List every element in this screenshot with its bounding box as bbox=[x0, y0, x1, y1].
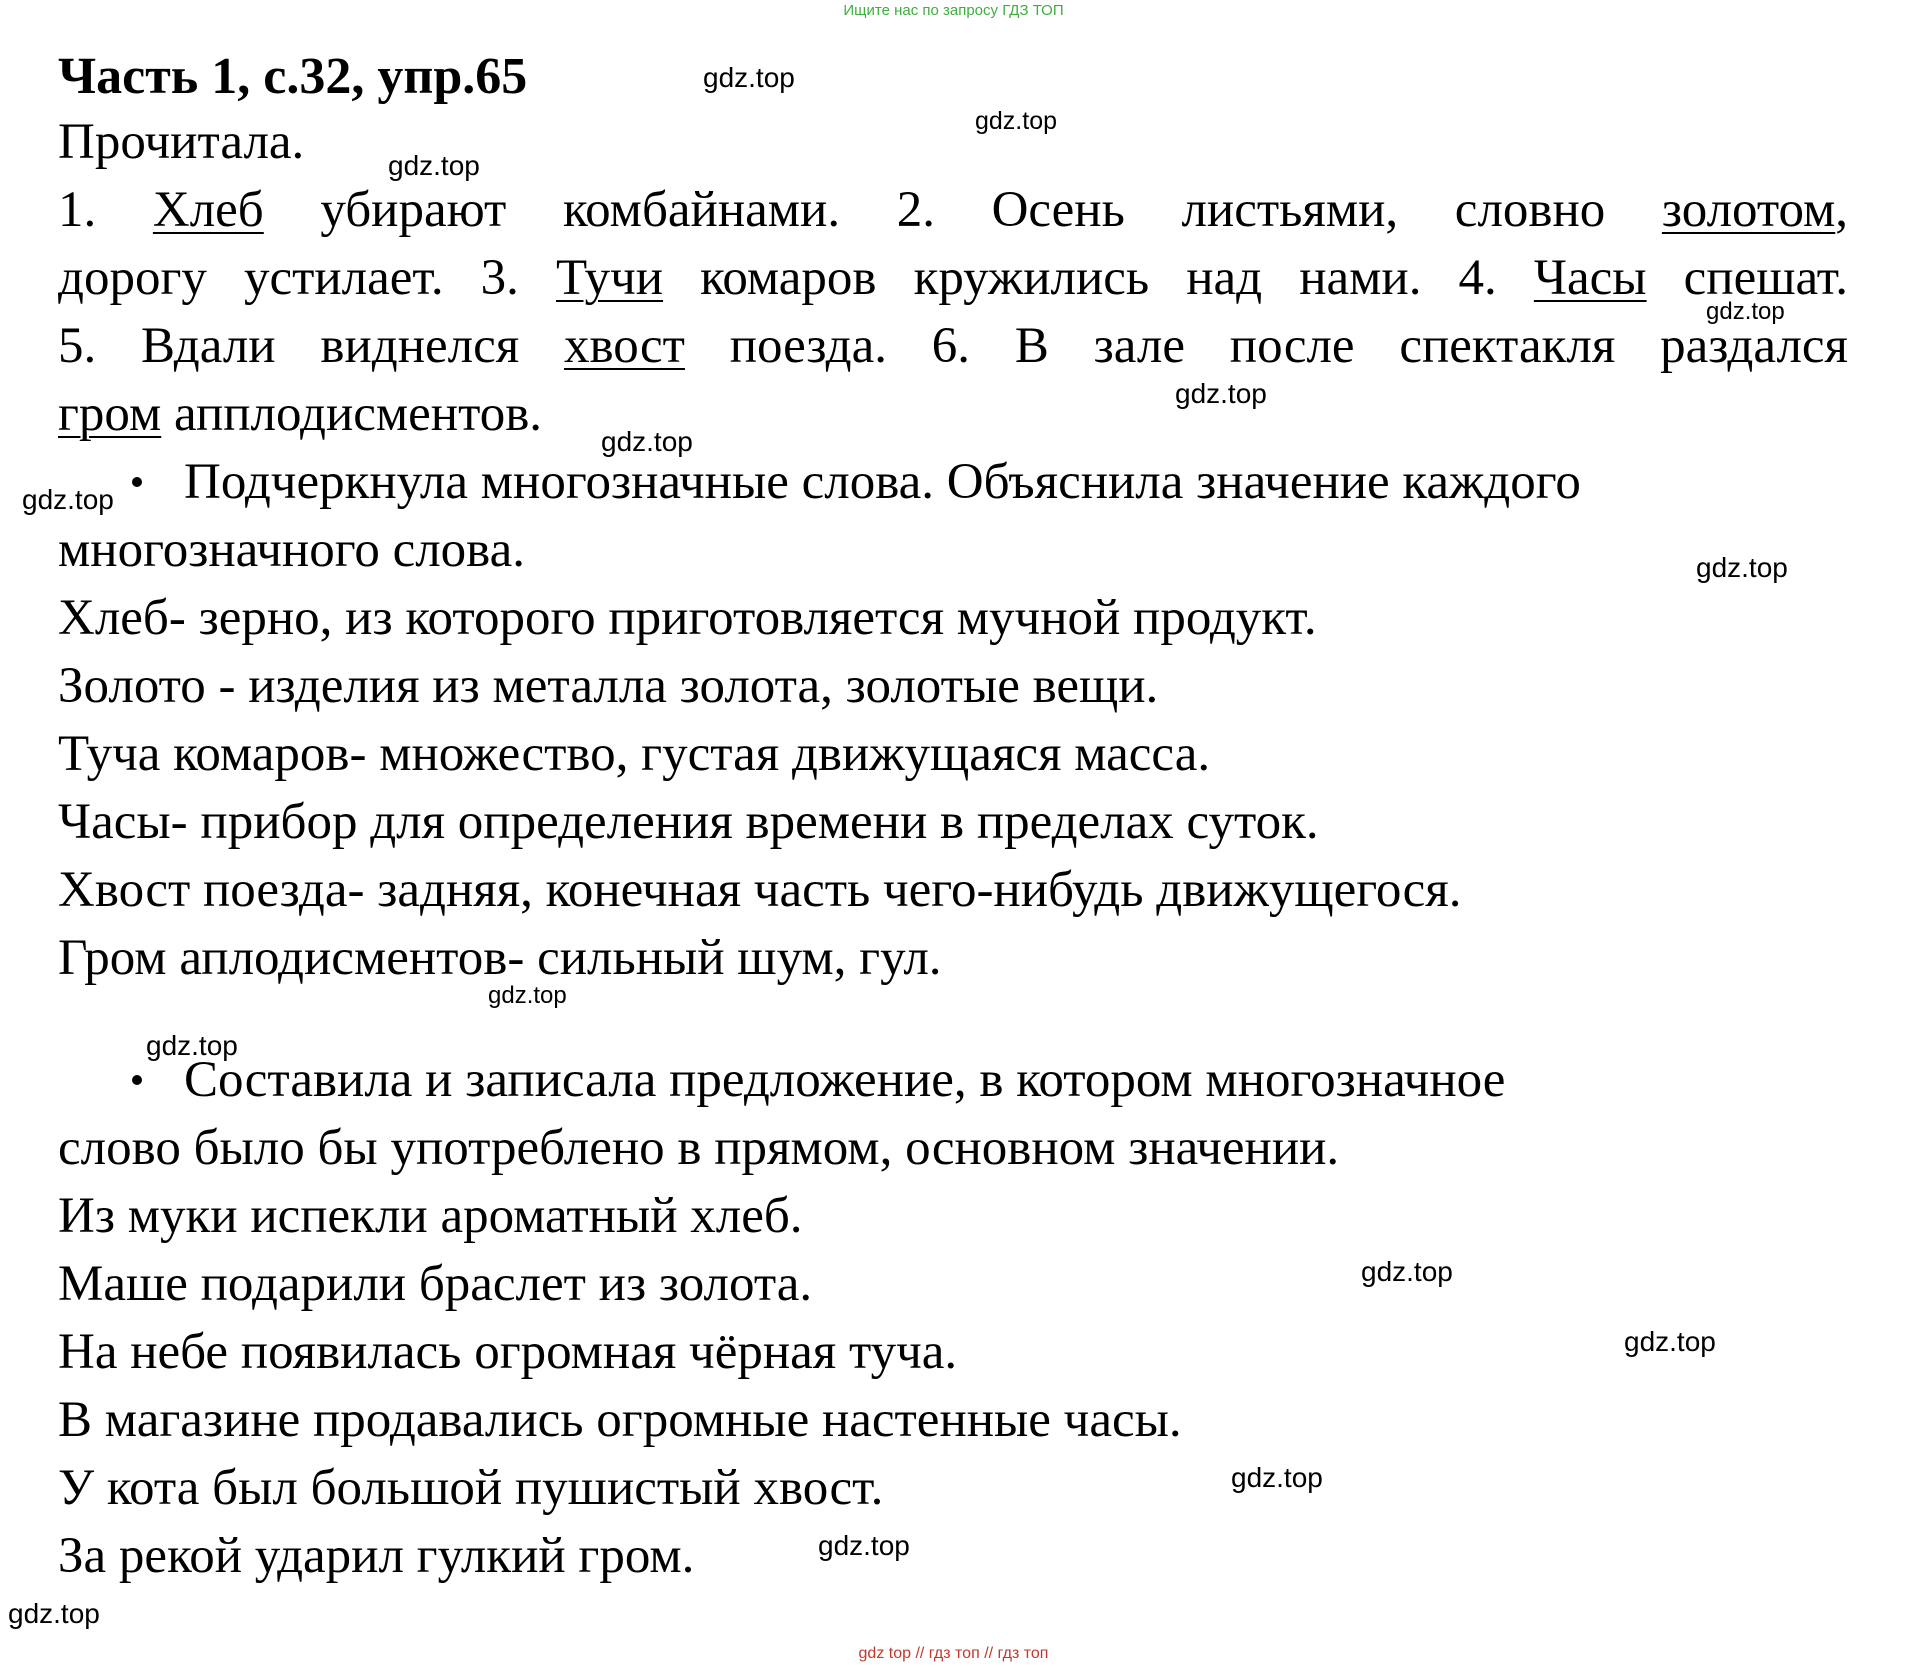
sentence-text: дорогу устилает. 3. bbox=[58, 250, 519, 306]
sentence-text: апплодисментов. bbox=[173, 386, 543, 442]
underlined-word: гром bbox=[58, 386, 162, 442]
sentence-text: убирают комбайнами. 2. Осень листьями, словно bbox=[320, 182, 1606, 238]
bullet-icon bbox=[132, 477, 142, 487]
watermark: gdz.top bbox=[818, 1530, 910, 1561]
footer-banner[interactable]: gdz top // гдз топ // гдз топ bbox=[858, 1645, 1049, 1662]
sentence-text: комаров кружились над нами. 4. bbox=[700, 250, 1497, 306]
underlined-word: хвост bbox=[564, 318, 685, 374]
meaning-line: Часы- прибор для определения времени в пределах суток. bbox=[58, 794, 1319, 850]
meaning-line: Хвост поезда- задняя, конечная часть чего-нибудь движущегося. bbox=[58, 862, 1462, 918]
sentence-text: спешат. bbox=[1683, 250, 1848, 306]
sentence-line-4 bbox=[58, 380, 1848, 448]
watermark: gdz.top bbox=[1706, 298, 1785, 325]
example-line: В магазине продавались огромные настенные часы. bbox=[58, 1392, 1182, 1448]
underlined-word: Тучи bbox=[556, 250, 664, 306]
sentence-text: 5. Вдали виднелся bbox=[58, 318, 520, 374]
underlined-word: Часы bbox=[1533, 250, 1647, 306]
sentence-line-1 bbox=[58, 176, 1848, 244]
bullet-icon bbox=[132, 1075, 142, 1085]
exercise-content bbox=[58, 46, 1848, 1590]
sentence-number: 1. bbox=[58, 182, 97, 238]
task1-line-1 bbox=[58, 448, 1848, 516]
example-line: Маше подарили браслет из золота. bbox=[58, 1256, 813, 1312]
task1-text: Подчеркнула многозначные слова. Объяснила значение каждого bbox=[184, 454, 1581, 510]
example-line: У кота был большой пушистый хвост. bbox=[58, 1460, 884, 1516]
watermark: gdz.top bbox=[1175, 378, 1267, 409]
task2-text: Составила и записала предложение, в котором многозначное bbox=[184, 1052, 1506, 1108]
sentence-line-2 bbox=[58, 244, 1848, 312]
watermark: gdz.top bbox=[1231, 1462, 1323, 1493]
meaning-line: Хлеб- зерно, из которого приготовляется мучной продукт. bbox=[58, 590, 1317, 646]
watermark: gdz.top bbox=[1696, 552, 1788, 583]
sentence-text: поезда. 6. В зале после спектакля раздался bbox=[729, 318, 1849, 374]
watermark: gdz.top bbox=[975, 107, 1058, 135]
watermark: gdz.top bbox=[146, 1030, 238, 1061]
watermark: gdz.top bbox=[488, 982, 567, 1009]
example-line: Из муки испекли ароматный хлеб. bbox=[58, 1188, 803, 1244]
example-line: За рекой ударил гулкий гром. bbox=[58, 1528, 695, 1584]
watermark: gdz.top bbox=[8, 1598, 100, 1629]
sentence-line-3 bbox=[58, 312, 1848, 380]
watermark: gdz.top bbox=[1361, 1256, 1453, 1287]
underlined-word: Хлеб bbox=[152, 182, 264, 238]
header-banner[interactable]: Ищите нас по запросу ГДЗ ТОП bbox=[843, 2, 1064, 19]
sentence-text: , bbox=[1835, 182, 1849, 238]
underlined-word: золотом bbox=[1661, 182, 1836, 238]
spacer bbox=[58, 992, 1848, 1046]
meaning-line: Золото - изделия из металла золота, золотые вещи. bbox=[58, 658, 1159, 714]
example-line: На небе появилась огромная чёрная туча. bbox=[58, 1324, 958, 1380]
watermark: gdz.top bbox=[388, 150, 480, 181]
task2-line-2: слово было бы употреблено в прямом, основном значении. bbox=[58, 1120, 1340, 1176]
watermark: gdz.top bbox=[1624, 1326, 1716, 1357]
meaning-line: Гром аплодисментов- сильный шум, гул. bbox=[58, 930, 942, 986]
watermark: gdz.top bbox=[22, 484, 114, 515]
meaning-line: Туча комаров- множество, густая движущаяся масса. bbox=[58, 726, 1211, 782]
watermark: gdz.top bbox=[703, 62, 795, 93]
task1-line-2: многозначного слова. bbox=[58, 522, 525, 578]
watermark: gdz.top bbox=[601, 426, 693, 457]
task2-line-1 bbox=[58, 1046, 1848, 1114]
exercise-title: Часть 1, с.32, упр.65 bbox=[58, 48, 528, 105]
intro-line: Прочитала. bbox=[58, 114, 305, 170]
